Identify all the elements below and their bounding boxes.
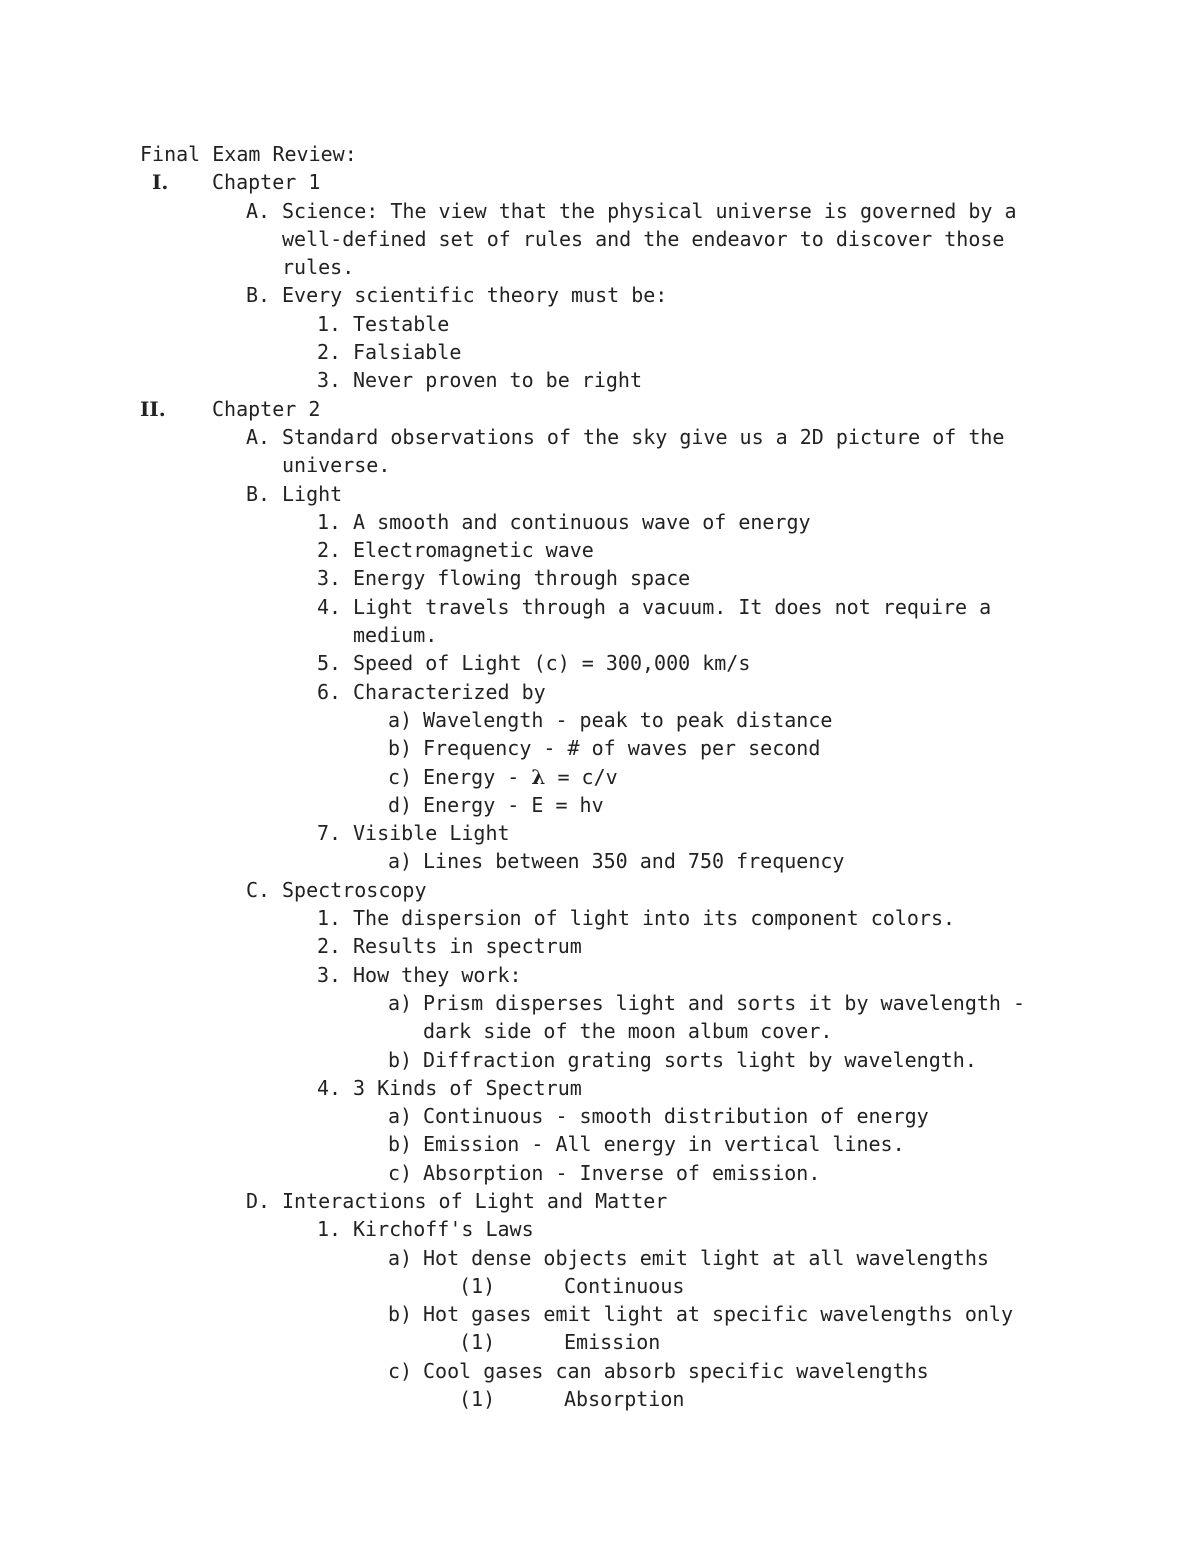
item-label: (1) xyxy=(459,1273,496,1298)
item-text: How they work: xyxy=(353,962,522,987)
outline-subitem xyxy=(0,932,1200,960)
outline-item xyxy=(0,281,1200,309)
item-label: c) xyxy=(388,1160,413,1185)
roman-numeral: II. xyxy=(140,396,166,421)
item-label: B. xyxy=(246,283,271,308)
outline-item xyxy=(0,480,1200,508)
chapter-heading xyxy=(0,168,1200,196)
outline-subitem xyxy=(0,649,1200,677)
outline-subsubitem xyxy=(0,763,1200,791)
item-text: Hot gases emit light at specific wavelengths only xyxy=(423,1302,1014,1327)
item-continuation xyxy=(0,1017,1200,1045)
item-text: Emission xyxy=(564,1330,661,1355)
item-label: 3. xyxy=(317,368,342,393)
item-label: b) xyxy=(388,736,413,761)
title-text: Final Exam Review: xyxy=(140,142,357,166)
outline-subitem xyxy=(0,1215,1200,1243)
outline-subsubitem xyxy=(0,1102,1200,1130)
item-label: 4. xyxy=(317,594,342,619)
item-label: 3. xyxy=(317,566,342,591)
item-text: Energy - E = hv xyxy=(423,792,604,817)
item-label: (1) xyxy=(459,1387,496,1412)
item-label: 2. xyxy=(317,340,342,365)
item-label: 7. xyxy=(317,821,342,846)
item-text: Absorption xyxy=(564,1387,685,1412)
item-text: A smooth and continuous wave of energy xyxy=(353,509,811,534)
item-label: 1. xyxy=(317,311,342,336)
item-text: Never proven to be right xyxy=(353,368,642,393)
item-text: Light travels through a vacuum. It does not require a xyxy=(353,594,992,619)
item-text: Interactions of Light and Matter xyxy=(282,1188,668,1213)
outline-subitem xyxy=(0,338,1200,366)
outline-deepitem xyxy=(0,1385,1200,1413)
item-text: Every scientific theory must be: xyxy=(282,283,668,308)
item-text: rules. xyxy=(282,255,355,280)
item-text: Frequency - # of waves per second xyxy=(423,736,821,761)
outline-subsubitem xyxy=(0,791,1200,819)
item-text: Lines between 350 and 750 frequency xyxy=(423,849,845,874)
item-label: a) xyxy=(388,707,413,732)
outline-subsubitem xyxy=(0,1046,1200,1074)
item-label: a) xyxy=(388,990,413,1015)
outline-subsubitem xyxy=(0,989,1200,1017)
outline-subitem xyxy=(0,819,1200,847)
item-text: Results in spectrum xyxy=(353,934,582,959)
chapter-heading xyxy=(0,395,1200,423)
item-label: (1) xyxy=(459,1330,496,1355)
item-text: Electromagnetic wave xyxy=(353,538,594,563)
item-label: C. xyxy=(246,877,271,902)
outline-subitem xyxy=(0,961,1200,989)
item-label: a) xyxy=(388,1245,413,1270)
item-label: 3. xyxy=(317,962,342,987)
item-text: Science: The view that the physical universe is governed by a xyxy=(282,198,1017,223)
chapter-title: Chapter 2 xyxy=(212,396,321,421)
item-label: a) xyxy=(388,849,413,874)
item-text: well-defined set of rules and the endeavor to discover those xyxy=(282,226,1005,251)
outline-subsubitem xyxy=(0,1357,1200,1385)
outline-subitem xyxy=(0,564,1200,592)
item-label: c) xyxy=(388,1358,413,1383)
outline-subitem xyxy=(0,310,1200,338)
item-continuation xyxy=(0,621,1200,649)
item-text: 3 Kinds of Spectrum xyxy=(353,1075,582,1100)
item-label: 1. xyxy=(317,509,342,534)
outline-subitem xyxy=(0,1074,1200,1102)
item-text xyxy=(423,763,618,791)
outline-subitem xyxy=(0,366,1200,394)
item-text: Light xyxy=(282,481,343,506)
item-label: b) xyxy=(388,1132,413,1157)
outline-subsubitem xyxy=(0,734,1200,762)
outline-item xyxy=(0,876,1200,904)
item-text: Standard observations of the sky give us a 2D picture of the xyxy=(282,424,1005,449)
document-page xyxy=(0,140,1200,1413)
outline-item xyxy=(0,197,1200,225)
item-text: Kirchoff's Laws xyxy=(353,1217,534,1242)
item-text: Emission - All energy in vertical lines. xyxy=(423,1132,905,1157)
outline-subsubitem xyxy=(0,1244,1200,1272)
item-label: B. xyxy=(246,481,271,506)
item-label: A. xyxy=(246,424,271,449)
item-label: 2. xyxy=(317,934,342,959)
item-label: A. xyxy=(246,198,271,223)
item-label: c) xyxy=(388,764,413,789)
document-title xyxy=(0,140,1200,168)
item-text: Continuous - smooth distribution of energy xyxy=(423,1104,929,1129)
item-label: 1. xyxy=(317,906,342,931)
item-label: b) xyxy=(388,1047,413,1072)
outline-subitem xyxy=(0,508,1200,536)
outline-item xyxy=(0,1187,1200,1215)
item-continuation xyxy=(0,253,1200,281)
item-text: Absorption - Inverse of emission. xyxy=(423,1160,821,1185)
outline-subitem xyxy=(0,536,1200,564)
outline-subitem xyxy=(0,904,1200,932)
item-text: Visible Light xyxy=(353,821,510,846)
item-label: b) xyxy=(388,1302,413,1327)
item-text: Energy flowing through space xyxy=(353,566,691,591)
item-text: Diffraction grating sorts light by wavelength. xyxy=(423,1047,977,1072)
outline-subitem xyxy=(0,678,1200,706)
item-label: D. xyxy=(246,1188,271,1213)
outline-subitem xyxy=(0,593,1200,621)
item-text: Falsiable xyxy=(353,340,462,365)
item-label: 6. xyxy=(317,679,342,704)
chapter-title: Chapter 1 xyxy=(212,170,321,195)
outline-subsubitem xyxy=(0,1159,1200,1187)
item-text: dark side of the moon album cover. xyxy=(423,1019,833,1044)
item-continuation xyxy=(0,451,1200,479)
item-text: Spectroscopy xyxy=(282,877,427,902)
roman-numeral: I. xyxy=(152,170,169,195)
outline-item xyxy=(0,423,1200,451)
outline-deepitem xyxy=(0,1272,1200,1300)
item-text: Characterized by xyxy=(353,679,546,704)
item-text: Prism disperses light and sorts it by wavelength - xyxy=(423,990,1026,1015)
item-label: 4. xyxy=(317,1075,342,1100)
item-text: Hot dense objects emit light at all wavelengths xyxy=(423,1245,989,1270)
item-text: Continuous xyxy=(564,1273,685,1298)
item-text: The dispersion of light into its component colors. xyxy=(353,906,956,931)
item-text: Cool gases can absorb specific wavelengths xyxy=(423,1358,929,1383)
outline-subsubitem xyxy=(0,1300,1200,1328)
item-text: universe. xyxy=(282,453,391,478)
item-text: Speed of Light (c) = 300,000 km/s xyxy=(353,651,751,676)
outline-subsubitem xyxy=(0,706,1200,734)
item-text: Wavelength - peak to peak distance xyxy=(423,707,833,732)
lambda-symbol: λ xyxy=(531,764,546,789)
item-label: 1. xyxy=(317,1217,342,1242)
text-after-symbol: = c/v xyxy=(545,764,618,789)
outline-subsubitem xyxy=(0,1130,1200,1158)
item-label: 2. xyxy=(317,538,342,563)
text-before-symbol: Energy - xyxy=(423,764,532,789)
item-text: medium. xyxy=(353,623,438,648)
item-label: d) xyxy=(388,792,413,817)
item-label: 5. xyxy=(317,651,342,676)
outline-subsubitem xyxy=(0,847,1200,875)
outline-deepitem xyxy=(0,1328,1200,1356)
item-continuation xyxy=(0,225,1200,253)
item-text: Testable xyxy=(353,311,450,336)
item-label: a) xyxy=(388,1104,413,1129)
